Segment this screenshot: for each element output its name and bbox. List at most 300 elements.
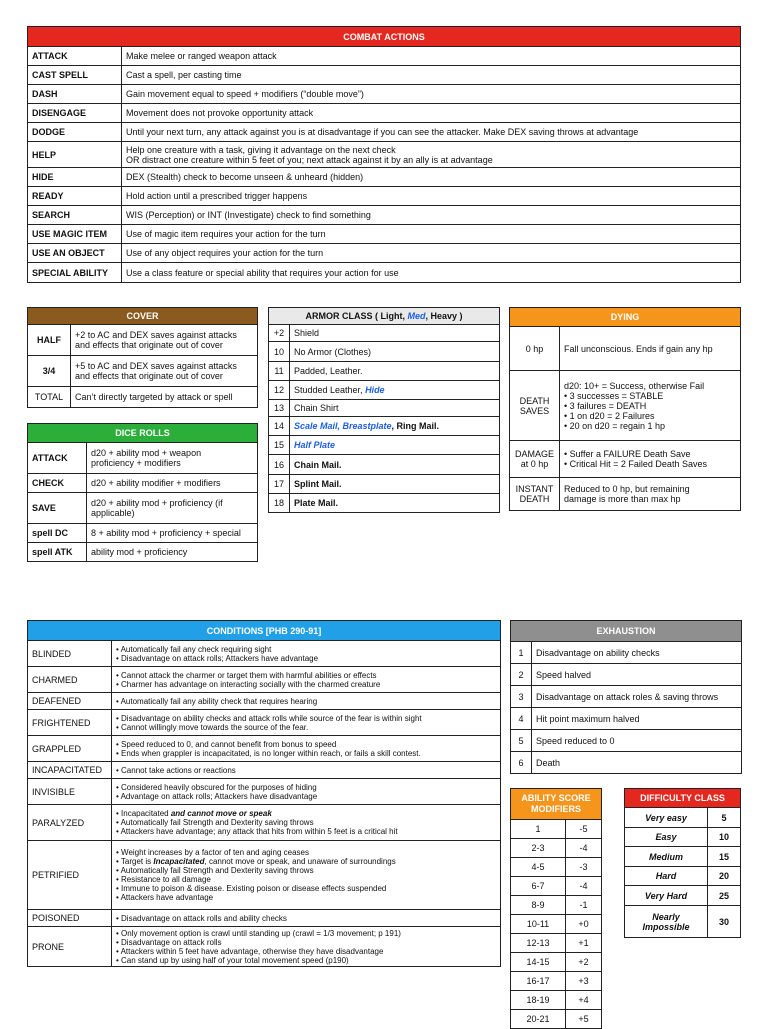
dying-table	[509, 307, 741, 511]
dying-state	[510, 441, 560, 478]
condition-text: Charmer has advantage on interacting socially with the charmed creature	[121, 679, 381, 689]
ability-modifier-row	[511, 953, 602, 972]
exhaustion-row	[511, 664, 742, 686]
condition-effect-line	[116, 671, 377, 680]
condition-row	[28, 841, 501, 910]
exhaustion-header: EXHAUSTION	[511, 621, 742, 642]
combat-action-desc-line: Movement does not provoke opportunity attack	[126, 108, 314, 118]
armor-type-name: Half Plate	[294, 440, 336, 450]
ability-score: 12-13	[511, 934, 566, 953]
dice-roll-formula	[87, 474, 258, 493]
combat-action-row	[28, 123, 741, 142]
exhaustion-effect: Disadvantage on attack roles & saving throws	[532, 686, 742, 708]
exhaustion-row	[511, 642, 742, 664]
dying-state-line: 0 hp	[525, 343, 544, 354]
combat-action-desc-line: Use a class feature or special ability that requires your action for use	[126, 267, 399, 278]
cover-row	[28, 387, 258, 408]
combat-action-desc-line: WIS (Perception) or INT (Investigate) check to find something	[126, 210, 371, 220]
condition-effect-line	[116, 866, 314, 875]
ability-score: 18-19	[511, 991, 566, 1010]
armor-ac-value: 15	[269, 436, 290, 455]
difficulty-name-line: Very Hard	[644, 890, 688, 901]
condition-name: FRIGHTENED	[28, 710, 112, 736]
condition-effect-line	[116, 929, 401, 938]
cover-desc-line: and effects that originate out of cover	[75, 371, 223, 381]
condition-text: Cannot willingly move towards the source of the fear.	[121, 722, 309, 732]
difficulty-row	[625, 847, 741, 867]
combat-action-desc-line: DEX (Stealth) check to become unseen & unheard (hidden)	[126, 172, 364, 182]
armor-ac-value: 13	[269, 400, 290, 417]
condition-text: Resistance to all damage	[121, 875, 211, 884]
combat-action-desc-line: Use of any object requires your action for the turn	[126, 248, 324, 258]
dying-desc-line: d20: 10+ = Success, otherwise Fail	[564, 380, 705, 391]
armor-type-extra: , Ring Mail.	[391, 421, 440, 431]
combat-action-row	[28, 66, 741, 85]
combat-action-name: SEARCH	[28, 206, 122, 225]
armor-row	[269, 494, 500, 513]
bullet-icon: •	[116, 827, 121, 836]
condition-row	[28, 693, 501, 710]
condition-effects	[112, 805, 501, 841]
difficulty-value: 15	[708, 847, 741, 867]
dying-state-line: DEATH	[519, 494, 550, 504]
armor-row	[269, 475, 500, 494]
cover-desc	[71, 325, 258, 356]
condition-text: Cannot attack the charmer or target them with harmful abilities or effects	[121, 670, 377, 680]
difficulty-name	[625, 828, 708, 847]
ability-title-line1: ABILITY SCORE	[521, 793, 591, 803]
dice-roll-formula-line: d20 + ability mod + proficiency (if	[91, 498, 223, 508]
dice-roll-row	[28, 474, 258, 493]
armor-title-light: ARMOR CLASS ( Light,	[305, 311, 408, 321]
bullet-icon: •	[116, 679, 122, 689]
cover-desc-line: Can’t directly targeted by attack or spell	[75, 392, 233, 402]
armor-type-name: Chain Shirt	[294, 403, 339, 413]
ability-score: 10-11	[511, 915, 566, 934]
ability-modifier: -3	[566, 858, 602, 877]
combat-action-row	[28, 142, 741, 168]
dying-state	[510, 371, 560, 441]
dice-roll-formula-line: applicable)	[91, 508, 135, 518]
dice-roll-row	[28, 443, 258, 474]
condition-row	[28, 779, 501, 805]
difficulty-name	[625, 867, 708, 886]
combat-action-name: DODGE	[28, 123, 122, 142]
condition-effect-line	[116, 783, 317, 792]
condition-effects	[112, 710, 501, 736]
exhaustion-level: 4	[511, 708, 532, 730]
armor-row	[269, 400, 500, 417]
condition-name: GRAPPLED	[28, 736, 112, 762]
combat-action-name: USE AN OBJECT	[28, 244, 122, 263]
bullet-icon: •	[116, 875, 122, 884]
ability-score: 4-5	[511, 858, 566, 877]
dice-roll-formula	[87, 543, 258, 562]
condition-text: Can stand up by using half of your total movement speed (p190)	[121, 955, 349, 965]
dying-desc-line: • 3 successes = STABLE	[564, 390, 664, 401]
cover-header: COVER	[28, 308, 258, 325]
ability-score: 8-9	[511, 896, 566, 915]
condition-text: , cannot move or speak, and unaware of surroundings	[204, 857, 396, 866]
armor-type-name: Studded Leather,	[294, 385, 366, 395]
condition-emphasis: Incapacitated	[153, 857, 205, 866]
bullet-icon: •	[116, 893, 121, 902]
combat-action-row	[28, 168, 741, 187]
cover-desc	[71, 356, 258, 387]
armor-ac-value: 14	[269, 417, 290, 436]
condition-name: INVISIBLE	[28, 779, 112, 805]
condition-effects	[112, 841, 501, 910]
condition-effect-line	[116, 956, 349, 965]
difficulty-value: 5	[708, 808, 741, 828]
difficulty-class-table	[624, 788, 741, 938]
bullet-icon: •	[116, 765, 122, 775]
dying-state	[510, 327, 560, 371]
combat-action-desc	[122, 206, 741, 225]
cover-level: HALF	[28, 325, 71, 356]
condition-effect-line	[116, 766, 236, 775]
condition-effects	[112, 779, 501, 805]
difficulty-name-line: Hard	[655, 871, 677, 881]
condition-text: Only movement option is crawl until standing up (crawl = 1/3 movement; p 191)	[121, 928, 401, 938]
ability-modifier-row	[511, 839, 602, 858]
armor-title-heavy: , Heavy )	[425, 311, 463, 321]
dying-desc	[560, 441, 741, 478]
condition-name: DEAFENED	[28, 693, 112, 710]
bullet-icon: •	[116, 848, 122, 857]
condition-emphasis: and cannot move or speak	[168, 809, 272, 818]
armor-type-name: No Armor (Clothes)	[294, 346, 372, 357]
difficulty-name-line: Impossible	[642, 921, 690, 932]
combat-action-desc	[122, 225, 741, 244]
combat-action-desc	[122, 244, 741, 263]
armor-title-med: Med	[407, 311, 426, 321]
dice-rolls-table	[27, 423, 258, 562]
combat-action-row	[28, 263, 741, 283]
condition-effect-line	[116, 938, 222, 947]
armor-type	[290, 494, 500, 513]
condition-text: Automatically fail any check requiring sight	[120, 644, 272, 654]
condition-effect-line	[116, 680, 380, 689]
condition-effect-line	[116, 749, 421, 758]
armor-row	[269, 342, 500, 362]
bullet-icon: •	[116, 722, 122, 732]
dice-roll-row	[28, 524, 258, 543]
condition-name: POISONED	[28, 910, 112, 927]
difficulty-value: 25	[708, 886, 741, 906]
exhaustion-effect: Speed reduced to 0	[532, 730, 742, 752]
combat-action-row	[28, 244, 741, 263]
combat-action-name: HELP	[28, 142, 122, 168]
condition-text: Weight increases by a factor of ten and aging ceases	[121, 848, 309, 857]
condition-row	[28, 927, 501, 967]
ability-modifier: +2	[566, 953, 602, 972]
combat-action-row	[28, 225, 741, 244]
ability-modifier: -5	[566, 820, 602, 839]
ability-modifiers-header	[511, 789, 602, 820]
bullet-icon: •	[116, 884, 122, 893]
combat-action-desc-line: Gain movement equal to speed + modifiers (“double move”)	[126, 89, 364, 99]
condition-name: INCAPACITATED	[28, 762, 112, 779]
combat-action-row	[28, 187, 741, 206]
dice-roll-name: CHECK	[28, 474, 87, 493]
armor-row	[269, 417, 500, 436]
armor-type-name: Padded, Leather.	[294, 366, 363, 376]
ability-modifier-row	[511, 1010, 602, 1029]
condition-name: PETRIFIED	[28, 841, 112, 910]
ability-title-line2: MODIFIERS	[530, 804, 581, 814]
combat-actions-header: COMBAT ACTIONS	[28, 27, 741, 47]
combat-action-desc	[122, 66, 741, 85]
condition-text: Cannot take actions or reactions	[121, 765, 236, 775]
condition-row	[28, 667, 501, 693]
cover-row	[28, 325, 258, 356]
condition-name: PARALYZED	[28, 805, 112, 841]
dying-header: DYING	[510, 308, 741, 327]
exhaustion-level: 6	[511, 752, 532, 774]
condition-text: Ends when grappler is incapacitated, is no longer within reach, or fails a skill contest.	[121, 748, 421, 758]
combat-action-desc	[122, 85, 741, 104]
combat-action-desc	[122, 47, 741, 66]
condition-row	[28, 641, 501, 667]
armor-type	[290, 381, 500, 400]
combat-action-name: SPECIAL ABILITY	[28, 263, 122, 283]
condition-effect-line	[116, 875, 211, 884]
armor-class-header	[269, 308, 500, 325]
bullet-icon: •	[116, 713, 122, 723]
condition-text: Incapacitated	[121, 809, 169, 818]
condition-row	[28, 805, 501, 841]
armor-ac-value: 17	[269, 475, 290, 494]
bullet-icon: •	[116, 955, 122, 965]
condition-effects	[112, 667, 501, 693]
armor-ac-value: 18	[269, 494, 290, 513]
condition-text: Advantage on attack rolls; Attackers have disadvantage	[120, 791, 318, 801]
combat-action-desc	[122, 142, 741, 168]
condition-text: Disadvantage on attack rolls	[121, 937, 222, 947]
dying-row	[510, 478, 741, 511]
armor-ac-value: 11	[269, 362, 290, 381]
condition-row	[28, 762, 501, 779]
difficulty-name	[625, 847, 708, 867]
difficulty-name-line: Nearly	[652, 911, 680, 922]
condition-effect-line	[116, 714, 422, 723]
condition-effect-line	[116, 857, 396, 866]
dying-state-line: at 0 hp	[520, 459, 549, 469]
condition-effect-line	[116, 697, 317, 706]
combat-action-desc-line: Make melee or ranged weapon attack	[126, 51, 277, 61]
dying-state-line: INSTANT	[515, 484, 554, 494]
dying-state	[510, 478, 560, 511]
dying-state-line: DAMAGE	[514, 449, 554, 459]
condition-effect-line	[116, 884, 386, 893]
condition-effect-line	[116, 818, 314, 827]
difficulty-value: 30	[708, 906, 741, 938]
ability-score: 14-15	[511, 953, 566, 972]
bullet-icon: •	[116, 653, 122, 663]
difficulty-row	[625, 828, 741, 847]
dying-desc-line: Fall unconscious. Ends if gain any hp	[564, 343, 713, 354]
combat-action-desc-line: Use of magic item requires your action for the turn	[126, 229, 326, 239]
ability-modifier: +3	[566, 972, 602, 991]
cover-table	[27, 307, 258, 408]
dice-roll-formula-line: proficiency + modifiers	[91, 458, 181, 468]
difficulty-row	[625, 867, 741, 886]
ability-modifier-row	[511, 820, 602, 839]
combat-action-desc	[122, 123, 741, 142]
difficulty-name-line: Easy	[655, 832, 677, 842]
condition-text: Attackers within 5 feet have advantage, otherwise they have disadvantage	[120, 946, 384, 956]
combat-action-desc-line: OR distract one creature within 5 feet of you; next attack against it by an ally is at advantage	[126, 154, 493, 165]
combat-action-row	[28, 206, 741, 225]
combat-action-desc	[122, 187, 741, 206]
armor-type	[290, 417, 500, 436]
bullet-icon: •	[116, 809, 122, 818]
armor-row	[269, 436, 500, 455]
bullet-icon: •	[116, 791, 121, 801]
armor-type	[290, 400, 500, 417]
condition-effect-line	[116, 645, 271, 654]
armor-type	[290, 436, 500, 455]
difficulty-name-line: Medium	[648, 851, 683, 862]
ability-modifier: -4	[566, 839, 602, 858]
bullet-icon: •	[116, 818, 121, 827]
cover-desc-line: +2 to AC and DEX saves against attacks	[75, 330, 237, 340]
difficulty-name	[625, 886, 708, 906]
condition-text: Attackers have advantage; any attack that hits from within 5 feet is a critical hit	[120, 827, 398, 836]
armor-ac-value: 12	[269, 381, 290, 400]
armor-row	[269, 362, 500, 381]
bullet-icon: •	[116, 670, 122, 680]
condition-effect-line	[116, 740, 336, 749]
bullet-icon: •	[116, 928, 122, 938]
bullet-icon: •	[116, 937, 122, 947]
condition-effect-line	[116, 809, 272, 818]
ability-modifier-row	[511, 896, 602, 915]
difficulty-class-header: DIFFICULTY CLASS	[625, 789, 741, 808]
combat-action-desc-line: Cast a spell, per casting time	[126, 70, 242, 80]
dying-desc	[560, 371, 741, 441]
armor-type-name: Plate Mail.	[294, 498, 339, 508]
condition-text: Attackers have advantage	[120, 893, 214, 902]
exhaustion-effect: Speed halved	[532, 664, 742, 686]
dying-row	[510, 441, 741, 478]
dying-state-line: DEATH	[519, 395, 550, 406]
combat-action-name: CAST SPELL	[28, 66, 122, 85]
dice-rolls-header: DICE ROLLS	[28, 424, 258, 443]
dying-desc-line: • 1 on d20 = 2 Failures	[564, 410, 655, 421]
dying-row	[510, 371, 741, 441]
exhaustion-table	[510, 620, 742, 774]
exhaustion-effect: Hit point maximum halved	[532, 708, 742, 730]
dying-desc-line: damage is more than max hp	[564, 494, 681, 504]
condition-text: Automatically fail any ability check that requires hearing	[120, 696, 318, 706]
dying-row	[510, 327, 741, 371]
ability-score: 1	[511, 820, 566, 839]
condition-effect-line	[116, 827, 398, 836]
combat-action-name: USE MAGIC ITEM	[28, 225, 122, 244]
difficulty-value: 10	[708, 828, 741, 847]
dice-roll-formula	[87, 443, 258, 474]
condition-effect-line	[116, 792, 317, 801]
combat-action-row	[28, 47, 741, 66]
bullet-icon: •	[116, 913, 122, 923]
armor-type-name: Shield	[294, 328, 320, 338]
dice-roll-row	[28, 543, 258, 562]
difficulty-row	[625, 808, 741, 828]
armor-type-name: Chain Mail.	[294, 459, 342, 470]
combat-actions-table	[27, 26, 741, 283]
ability-modifier: -4	[566, 877, 602, 896]
dice-roll-formula	[87, 524, 258, 543]
dice-roll-formula-line: d20 + ability mod + weapon	[91, 448, 202, 458]
dice-roll-formula-line: 8 + ability mod + proficiency + special	[91, 528, 241, 538]
ability-modifier: -1	[566, 896, 602, 915]
armor-class-table	[268, 307, 500, 513]
ability-modifier: +5	[566, 1010, 602, 1029]
condition-effects	[112, 762, 501, 779]
combat-action-desc	[122, 104, 741, 123]
armor-row	[269, 381, 500, 400]
difficulty-name	[625, 808, 708, 828]
dice-roll-formula-line: d20 + ability modifier + modifiers	[91, 478, 221, 488]
condition-text: Considered heavily obscured for the purposes of hiding	[121, 782, 317, 792]
armor-type	[290, 362, 500, 381]
bullet-icon: •	[116, 748, 122, 758]
ability-score: 16-17	[511, 972, 566, 991]
combat-action-desc-line: Help one creature with a task, giving it advantage on the next check	[126, 144, 396, 155]
combat-action-row	[28, 104, 741, 123]
armor-type-name: Splint Mail.	[294, 479, 342, 489]
cover-desc	[71, 387, 258, 408]
cover-row	[28, 356, 258, 387]
ability-modifier: +1	[566, 934, 602, 953]
ability-modifier-row	[511, 915, 602, 934]
dying-desc-line: • 3 failures = DEATH	[564, 400, 647, 411]
dying-desc-line: Reduced to 0 hp, but remaining	[564, 484, 690, 494]
cover-level: TOTAL	[28, 387, 71, 408]
bullet-icon: •	[116, 946, 121, 956]
bullet-icon: •	[116, 696, 121, 706]
dice-roll-name: ATTACK	[28, 443, 87, 474]
armor-type	[290, 455, 500, 475]
ability-modifier-row	[511, 934, 602, 953]
combat-action-desc-line: Until your next turn, any attack against you is at disadvantage if you can see the attacker. Make DEX saving throws at advantage	[126, 127, 639, 137]
bullet-icon: •	[116, 857, 121, 866]
condition-text: Automatically fail Strength and Dexterity saving throws	[120, 866, 314, 875]
condition-name: PRONE	[28, 927, 112, 967]
bullet-icon: •	[116, 782, 122, 792]
condition-text: Target is	[120, 857, 154, 866]
condition-row	[28, 710, 501, 736]
condition-effect-line	[116, 654, 318, 663]
combat-action-name: DASH	[28, 85, 122, 104]
exhaustion-level: 1	[511, 642, 532, 664]
condition-effects	[112, 927, 501, 967]
difficulty-value: 20	[708, 867, 741, 886]
difficulty-name	[625, 906, 708, 938]
difficulty-row	[625, 906, 741, 938]
exhaustion-row	[511, 752, 742, 774]
condition-row	[28, 910, 501, 927]
dice-roll-name: spell DC	[28, 524, 87, 543]
ability-score: 2-3	[511, 839, 566, 858]
condition-text: Automatically fail Strength and Dexterity saving throws	[120, 818, 314, 827]
dice-roll-name: SAVE	[28, 493, 87, 524]
armor-type	[290, 475, 500, 494]
armor-type	[290, 325, 500, 342]
dying-desc-line: • 20 on d20 = regain 1 hp	[564, 420, 665, 431]
